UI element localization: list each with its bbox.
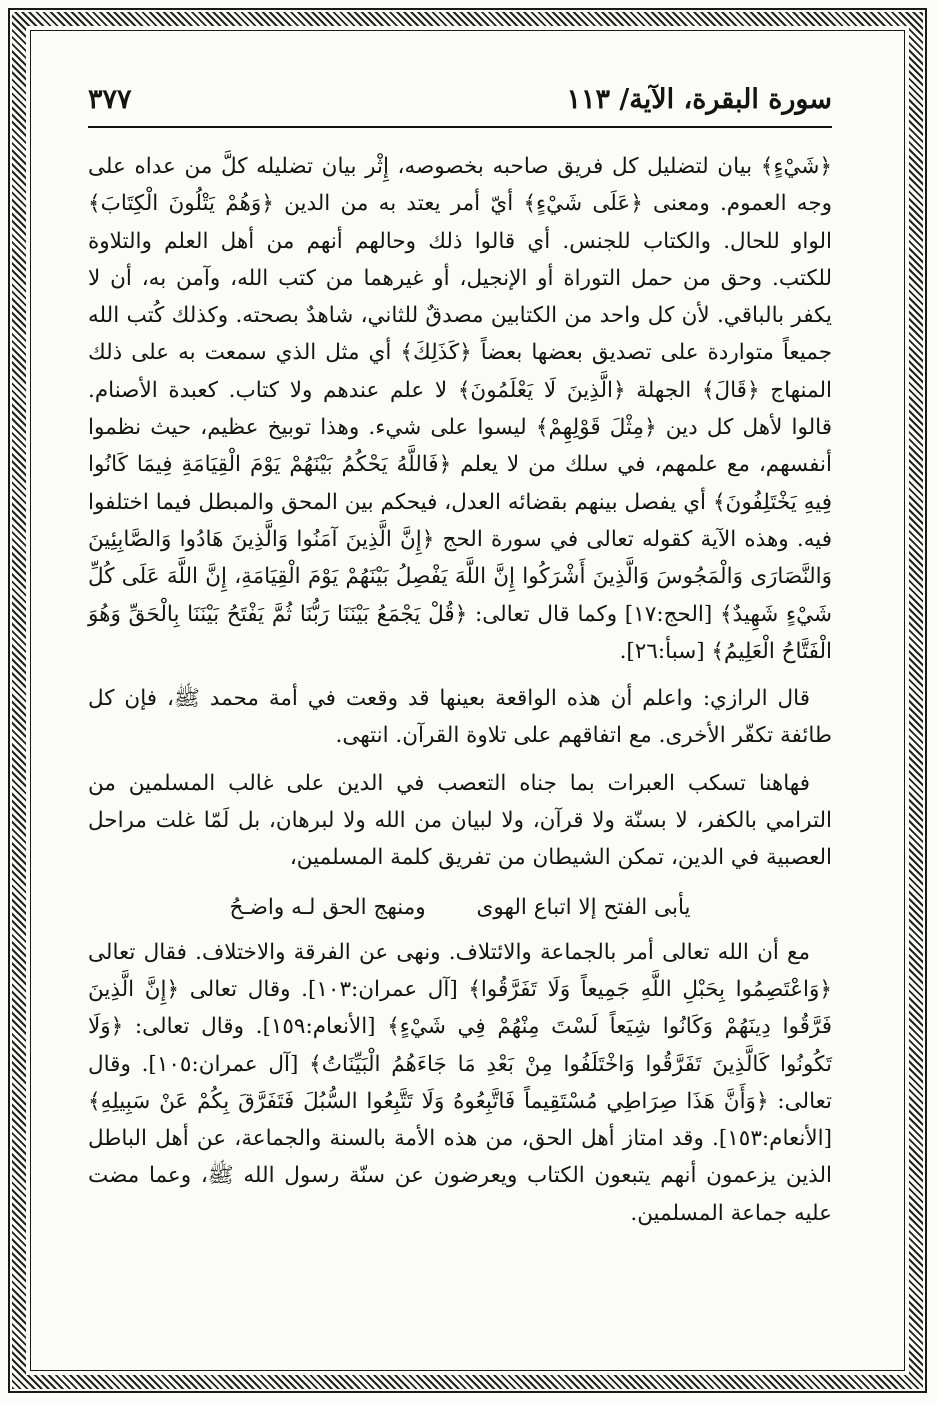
paragraph-lament: فهاهنا تسكب العبرات بما جناه التعصب في الدين على غالب المسلمين من الترامي بالكفر، لا بسنّة ولا قرآن، ولا لبيان من الله ولا لبرهان، بل لَمّا غلت مراحل العصبية في الدين، تمكن الشيطان من تفريق كلمة المسلمين، <box>88 770 832 871</box>
paragraph-commentary: ﴿شَيْءٍ﴾ بيان لتضليل كل فريق صاحبه بخصوصه، إِثْر بيان تضليله كلَّ من عداه على وجه العموم. ومعنى ﴿عَلَى شَيْءٍ﴾ أيّ أمر يعتد به من الدين ﴿وَهُمْ يَتْلُونَ الْكِتَابَ﴾ الواو للحال. والكتاب للجنس. أي قالوا ذلك وحالهم أنهم من أهل العلم والتلاوة للكتب. وحق من حمل التوراة أو الإنجيل، أو غيرهما من كتب الله، وآمن به، أن لا يكفر بالباقي. لأن كل واحد من الكتابين مصدقٌ للثاني، شاهدٌ بصحته. وكذلك كُتب الله جميعاً متواردة على تصديق بعضها بعضاً ﴿كَذَلِكَ﴾ أي مثل الذي سمعت به على ذلك المنهاج ﴿قَالَ﴾ الجهلة ﴿الَّذِينَ لَا يَعْلَمُونَ﴾ لا علم عندهم ولا كتاب. كعبدة الأصنام. قالوا لأهل كل دين ﴿مِثْلَ قَوْلِهِمْ﴾ ليسوا على شيء. وهذا توبيخ عظيم، حيث نظموا أنفسهم، مع علمهم، في سلك من لا يعلم ﴿فَاللَّهُ يَحْكُمُ بَيْنَهُمْ يَوْمَ الْقِيَامَةِ فِيمَا كَانُوا فِيهِ يَخْتَلِفُونَ﴾ أي يفصل بينهم بقضائه العدل، فيحكم بين المحق والمبطل فيما اختلفوا فيه. وهذه الآية كقوله تعالى في سورة الحج ﴿إِنَّ الَّذِينَ آمَنُوا وَالَّذِينَ هَادُوا وَالصَّابِئِينَ وَالنَّصَارَى وَالْمَجُوسَ وَالَّذِينَ أَشْرَكُوا إِنَّ اللَّهَ يَفْصِلُ بَيْنَهُمْ يَوْمَ الْقِيَامَةِ، إِنَّ اللَّهَ عَلَى كُلِّ شَيْءٍ شَهِيدٌ﴾ [الحج:١٧] وكما قال تعالى: ﴿قُلْ يَجْمَعُ بَيْنَنَا رَبُّنَا ثُمَّ يَفْتَحُ بَيْنَنَا بِالْحَقِّ وَهُوَ الْفَتَّاحُ الْعَلِيمُ﴾ [سبأ:٢٦]. <box>88 154 832 664</box>
verse-first-hemistich: يأبى الفتح إلا اتباع الهوى <box>476 894 691 920</box>
poetry-verse <box>88 889 832 926</box>
page-number: ٣٧٧ <box>88 84 132 115</box>
verse-second-hemistich: ومنهج الحق لـه واضـحُ <box>229 894 426 920</box>
page-header <box>88 82 832 128</box>
running-title: سورة البقرة، الآية/ ١١٣ <box>566 84 832 115</box>
paragraph-unity: مع أن الله تعالى أمر بالجماعة والائتلاف. ونهى عن الفرقة والاختلاف. فقال تعالى ﴿وَاعْتَصِمُوا بِحَبْلِ اللَّهِ جَمِيعاً وَلَا تَفَرَّقُوا﴾ [آل عمران:١٠٣]. وقال تعالى ﴿إِنَّ الَّذِينَ فَرَّقُوا دِينَهُمْ وَكَانُوا شِيَعاً لَسْتَ مِنْهُمْ فِي شَيْءٍ﴾ [الأنعام:١٥٩]. وقال تعالى: ﴿وَلَا تَكُونُوا كَالَّذِينَ تَفَرَّقُوا وَاخْتَلَفُوا مِنْ بَعْدِ مَا جَاءَهُمُ الْبَيِّنَاتُ﴾ [آل عمران:١٠٥]. وقال تعالى: ﴿وَأَنَّ هَذَا صِرَاطِي مُسْتَقِيماً فَاتَّبِعُوهُ وَلَا تَتَّبِعُوا السُّبُلَ فَتَفَرَّقَ بِكُمْ عَنْ سَبِيلِهِ﴾ [الأنعام:١٥٣]. وقد امتاز أهل الحق، من هذه الأمة بالسنة والجماعة، عن أهل الباطل الذين يزعمون أنهم يتبعون الكتاب ويعرضون عن سنّة رسول الله ﷺ، وعما مضت عليه جماعة المسلمين. <box>88 939 832 1226</box>
paragraph-razi-quote: قال الرازي: واعلم أن هذه الواقعة بعينها قد وقعت في أمة محمد ﷺ، فإن كل طائفة تكفّر الأخرى. مع اتفاقهم على تلاوة القرآن. انتهى. <box>88 686 832 749</box>
page-body <box>88 148 832 1232</box>
